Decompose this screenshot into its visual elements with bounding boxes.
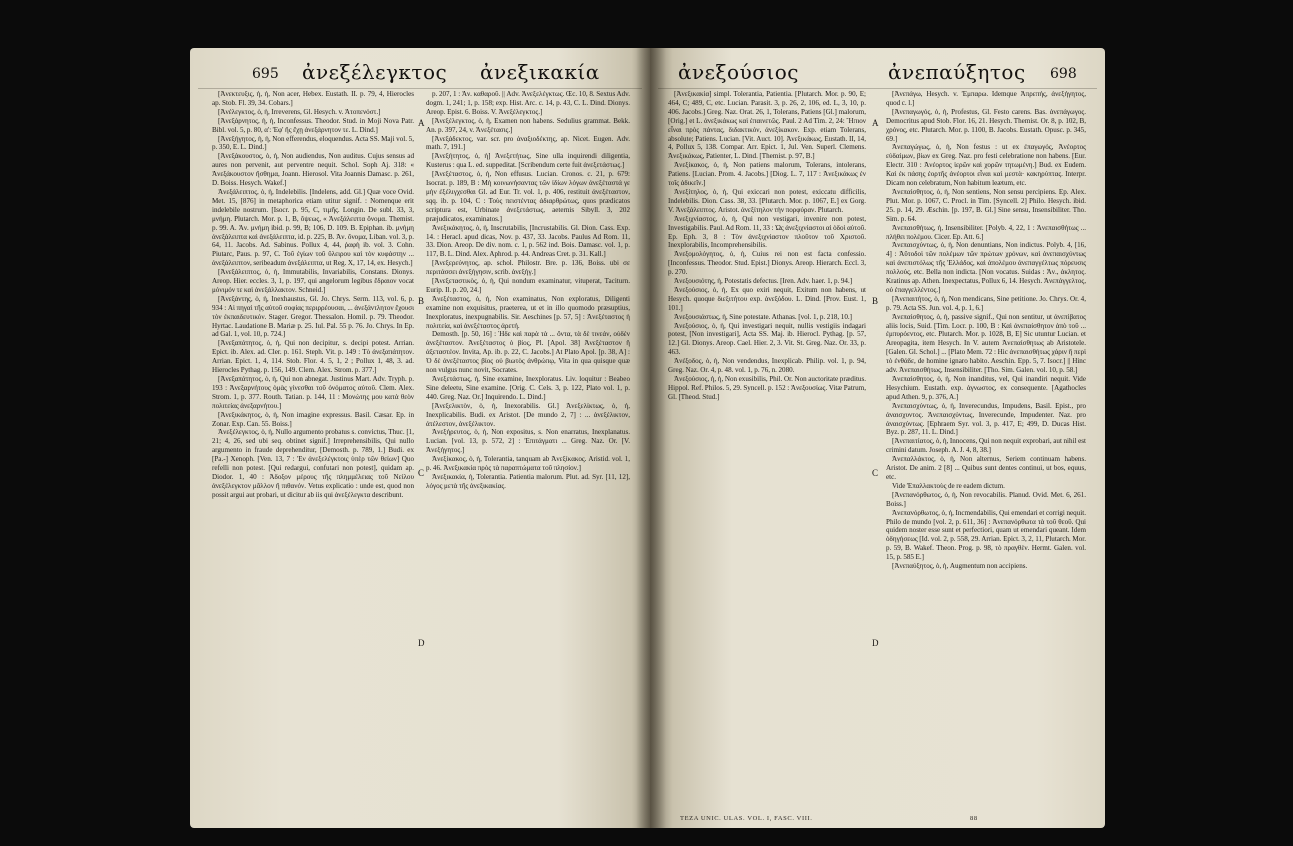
dictionary-entry: Ἀνεξετάστως, ἡ, Sine examine, Inexploratus. Liv. loquitur : Beabeo Sine deleetu, Sine examine. [Orig. C. Cels. 3, p. 122, Plato vol. 1, p. 440. Greg. Naz. Or.] Inquirendo. L. Dind.] (426, 375, 630, 401)
dictionary-entry: [Ἀνεξάλειπτος, ὁ, ἡ, Immutabilis, Invariabilis, Constans. Dionys. Areop. Hier. eccles. 3, 1, p. 197, qui angelorum legibus ἔδραιον vocat μόνιμόν τε καὶ ἀνεξάλλακτον. Schneid.] (212, 268, 414, 294)
dictionary-entry: Ἀνεπανόρθωτος, ὁ, ἡ, Incmendabilis, Qui emendari et corrigi nequit. Philo de mundo [vol. 2, p. 611, 36] : Ἀνεπανόρθωτα τὰ τοῦ θεοῦ. Qui quidem noster esse sunt et perfectiori, quam ut emendari queant. Idem ὁδηγήσεως [Id. vol. 2, p. 558, 29. Arrian. Epict. 3, 2, 11, Plutarch. Mor. p. 59, B. Wakef. Theon. Prog. p. 98, τὸ πραγθὲν. Hermt. Galen. vol. 15, p. 585 E.] (886, 508, 1086, 562)
dictionary-entry: Ἀνεπαισχύντως, ὁ, ἡ, Inverecundus, Impudens, Basil. Epist., pro ἀναισχυντος. Ἀνεπαισχύντως, Inverecunde, Impudenter. Naz. pro ἀναισχύντως. [Ephraem Syr. vol. 3, p. 417, E; 499, D. Ducas Hist. Byz. p. 287, 11. L. Dind.] (886, 401, 1086, 437)
dictionary-entry: Ἀνεξομολόγητος, ὁ, ἡ, Cuius rei non est facta confessio. [Inconfessus. Theodor. Stud. Epist.] Dionys. Areop. Hierarch. Eccl. 3, p. 270. (668, 250, 866, 277)
dictionary-entry: Ἀνεπαγώγως, ὁ, ἡ, Non festus : ut ex ἐπαγωγός, Ἀνέορτος εὐδαίμων, βίων ex Greg. Naz. pro festi celebratione non habens. [Eur. Electr. 310 : Ἀνέορτος ἱερῶν καὶ χορῶν τητωμένη.] Bud. ex Eudem. Καὶ ἐκ πάσης ἑορτῆς ἀνέορτοι εἶναι καὶ μεστὰ· κακηρύπτας. Interpr. Dicam non celebratum, Non habitum leætum, etc. (886, 143, 1086, 188)
left-running-head-right: ἀνεξικακία (480, 60, 600, 84)
right-page (650, 48, 1105, 828)
dictionary-entry: Ἀνεπαίσθητος, ὁ, ἡ, Non sentiens, Non sensu percipiens. Ep. Alex. Plut. Mor. p. 1067, C. Procl. in Tim. [Syncell. 2] Philo. Hesych. ibid. 25. p. 14, 29. Æschin. [p. 197, B. Gl.] Sine sensu, Insensibiliter. Tho. Sim. p. 64. (886, 187, 1086, 223)
dictionary-entry: [Ἀνεπάγω, Hesych. v. Ἐμπαρω. Idemque Ἀπρεπής, ἀνεξήγητος, quod c. l.] (886, 90, 1086, 107)
dictionary-entry: [Ἀνεξέλεγκτος, ὁ, ἡ, Examen non habens. Sedulius grammat. Bekk. An. p. 397, 24, v. Ἀνεξέτασις.] (426, 116, 630, 134)
dictionary-entry: [Ἀνεξάντης, ὁ, ἡ, Inexhaustus, Gl. Jo. Chrys. Serm. 113, vol. 6, p. 934 : Αἱ πηγαὶ τῆς αὐτοῦ σοφίας περιρρέουσαι, ... ἀνεξάντλητον ἔχουσι τὸν ἐκπαιδευτικόν. Stager. Gregor. Thessalon. Homil. p. 79. Theodor. Hyrtac. Laudatione B. Mariæ p. 25. Iul. Pal. 55 p. 76. Jo. Chrys. In Ep. ad Gal. 1, vol. 10, p. 724.] (212, 294, 414, 339)
dictionary-entry: [Ἀνεξάδεκτος, var. scr. pro ἀναξιοδέκτης, ap. Nicet. Eugen. Adv. math. 7, 191.] (426, 134, 630, 152)
dictionary-entry: [Ἀνεξελικτὸν, ὁ, ἡ, Inexorabilis. Gl.] Ἀνεξελίκτως, ὁ, ἡ, Inexplicabilis. Budi. ex Aristot. [De mundo 2, 7] : ... ἀνεξέλικτον, ἀτέλεστον, ἀνεξέλικτον. (426, 401, 630, 428)
dictionary-entry: [Ἀνεξικάκητος, ὁ, ἡ, Non imagine expressus. Basil. Cæsar. Ep. in Zonar. Exp. Can. 55. Boiss.] (212, 410, 414, 428)
dictionary-entry: [Ἀνεξαπάτητος, ὁ, ἡ, Qui non abnegat. Justinus Mart. Adv. Tryph. p. 193 : Ἀνεξαρνήτους ὁμὰς γίνεσθαι τοῦ ὀνόματος αὐτοῦ. Clem. Alex. Strom. 1, p. 377. Routh. Tatian. p. 144, 11 : Μονώτης μου κατὰ θεὸν πολιτείας ἀνεξαρνήτου.] (212, 375, 414, 410)
dictionary-entry: [Ἀνεξήτητος, ὁ, ἡ] Ἀνεξετήτως, Sine ulla inquirendi diligentia, Kusterus : qua L. ed. suppeditat. [Scribendum certe fuit ἀνεξετάστως.] (426, 152, 630, 170)
dictionary-entry: Ἀνεξέταστος, ὁ, ἡ, Non examinatus, Non exploratus, Diligenti examine non exquisitus, praeterea, ut et in illo quomodo præsuptius, Inexploratus, inexpugnabilis. Sir. Aeschines [p. 57, 5] : Ἀνεξέταστος ἡ πολιτεία, καὶ ἀνεξέταστος ἀρετή. (426, 294, 630, 330)
right-running-head-left: ἀνεξούσιος (678, 60, 799, 84)
dictionary-entry: [Ἀνεπαιτήτος, ὁ, ἡ, Non mendicans, Sine petitione. Jo. Chrys. Or. 4, p. 79. Acta SS. Jun. vol. 4, p. 1, 6.] (886, 294, 1086, 312)
dictionary-entry: Ἀνεξούσιος, ὁ, ἡ, Ex quo exiri nequit, Exitum non habens, ut Hesych. quoque διεξιτήτου exp. ἀνεξόδου. L. Dind. [Prov. Eust. 1, 101.] (668, 285, 866, 312)
dictionary-entry: Ἀνεξέλεγκτος, ὁ, ἡ, Nullo argumento probatus s. convictus, Thuc. [1, 21; 4, 26, sed ubi seq. obtinet signif.] Irreprehensibilis, Qui nullo argumento in fraude deprehenditur, [Demosth. p. 789, 1.] Budi. ex [Pa.-] Xenoph. [Ven. 13, 7 : Ἐν ἀνεξελέγκτοις ὑπὲρ τῶν θείων] Quo refelli non potest. [Qui redargui, confutari non potest], quidam ap. Diodor. 1, 40 : Ἀδοξον μέρους τῆς πλημμέλειας τοῦ Νείλου ἀνεξέλεγκτον μᾶλλον ἢ πιθανόν. Vetus explicatio : unde est, quod non possit argui aut probari, ut dicitur ab iis qui ἀνεξέλεγκτα describunt. (212, 428, 414, 499)
dictionary-entry: Ἀνεπαισθήτως, ἡ, Insensibiliter. [Polyb. 4, 22, 1 : Ἀνεπαισθήτως ... πλήθει πολέμου. Cicer. Ep. Att. 6.] (886, 223, 1086, 241)
dictionary-entry: [Ἀνεξερεύνητος, ap. schol. Philostr. Bre. p. 136, Boiss. ubi σε περιτάσσει ἀνεξήγησιν, scrib. ἀνεξήγ.] (426, 259, 630, 277)
dictionary-entry: [Ἀνεξαπάτητος, ὁ, ἡ, Qui non decipitur, s. decipi potest. Arrian. Epict. ib. Alex. ad. Cler. p. 161. Steph. Vit. p. 149 : Τὸ ἀνεξαπάτητον. Arrian. Epict. 1, 4, 114. Stob. Flor. 4. 5, 1, 2 ; Pollux 1, 48, 3. ad. Hierocles Pythag. p. 156, 149. Clem. Alex. Strom. p. 377.] (212, 339, 414, 375)
dictionary-entry: Ἀνεξούσιος, ἡ, ἡ, Non exusibilis, Phil. Or. Non auctoritate præditus. Hippol. Ref. Philos. 5, 29. Syncell. p. 152 : Ἀνεξουσίως. Vitæ Patrum, Gl. [Theod. Stud.] (668, 375, 866, 401)
right-column-1 (668, 90, 866, 402)
dictionary-entry: Ἀνεπαίσθητος, ὁ, ἡ, passive signif., Qui non sentitur, ut ἀνεπίβατος aliis locis, Suid. [Tim. Locr. p. 100, B : Καὶ ἀνεπαίσθητον ἀπὸ τοῦ ... ἐμπυρόεντος, etc. Plutarch. Mor. p. 1028, B, E] Sic utuntur Lucian. et Areopagita, item Hesych. In V. autem Ἀνεπαίσθητως ab Aristotele. [Galen. Gl. Schol.] ... [Plato Mem. 72 : Hic ἀνεπαισθήτως χάριν ἢ περὶ τὸ ἐνθάδε, de homine ignaro habito. Aeschin. Epp. 5, 7. Isocr.] || Hinc adv. Ἀνεπαισθήτως, Insensibiliter. [Tho. Sim. Galen. vol. 10, p. 58.] (886, 312, 1086, 375)
dictionary-entry: [Ἀνέλεγκτος, ὁ, ἡ, Irreverens, Gl. Hesych. v. Ἀτοπενόστ.] (218, 107, 381, 116)
dictionary-entry: Ἀνεξικάκητος, ὁ, ἡ, Inscrutabilis, [Incrustabilis. Gl. Dion. Cass. Exp. 14. : Heracl. apud dicas, Nov. p. 437, 33. Jacobs. Paulus Ad Rom. 11, 33. Dion. Areop. De div. nom. c. 1, p. 562 ind. Bois. Damasc. vol. 1, p. 117, B. L. Dind. Alex. Aphrod. p. 44. Andreas Cret. p. 31. Kall.] (426, 223, 630, 259)
left-margin-letter-c: C (418, 468, 425, 478)
dictionary-entry: [Ἀνεπανόρθωτος, ὁ, ἡ, Non revocabilis. Planud. Ovid. Met. 6, 261. Boiss.] (886, 490, 1086, 508)
dictionary-entry: Ἀνεξιχνίαστος, ὁ, ἡ, Qui non vestigari, invenire non potest, Investigabilis. Paul. Ad Rom. 11, 33 : Ὡς ἀνεξιχνίαστοι αἱ ὁδοὶ αὐτοῦ. Ep. Eph. 3, 8 : Τὸν ἀνεξιχνίαστον πλοῦτον τοῦ Χριστοῦ. Inexplorabilis, Incomprehensibilis. (668, 214, 866, 250)
right-margin-letter-b: B (872, 296, 879, 306)
dictionary-entry: [Ἀνεξήγητος, ἡ, ἡ, Non efferendus, eloquendus. Acta SS. Maji vol. 5, p. 350, E. L. Dind.] (212, 134, 414, 152)
dictionary-entry: Ἀνεξάλειπτος, ὁ, ἡ, Indelebilis. [Indelens, add. Gl.] Quæ voce Ovid. Met. 15, [876] in metaphorica etiam utitur signif. : Nomenque erit indelebile nostrum. [Isocr. p. 95, C, τιμῆς. Longin. De subl. 33, 3, μνήμη. Plutarch. Mor. p. 1, B, ὄψεως, « Ἀνεξάλειπτα ὄνομα. Themist. p. 99. A. Ἀν. μνήμη ibid. p. 99, B; 106, D. 109. B. Epiphan. ib. μνήμη ἀνεξάλειπτα καὶ ἀνεξάλειπτα, id. p. 225, B. Ἀν. ὄνομα, Liban. vol. 3, p. 64, 11. Jacobs. Ad. Sabinus. Pollux 4, 44, ῥαφὴ ib. vol. 3. Cohn. Piutarc, Paus. p. 97, C. Τοῦ ἐγίων τοῦ ὕλειρου καὶ τὸν κυφάστην ... ἀνεξάλειπτον, seribeadum ἀνεξάλειπτα, ut Reg. X, 17, 14, ex. Hesych.] (212, 187, 414, 268)
dictionary-entry: [Ἀνεπαγωγός, ὁ, ἡ, Profestus, Gl. Festo carens. Bas. ἀνεπάγωγος. Democritus apud Stob. Flor. 16, 21. Hesych. Themist. Or. 8, p. 102, B, χρόνος, etc. Plutarch. Mor. p. 1100, B. Jacobs. Eustath. Opusc. p. 345, 69.] (886, 107, 1086, 143)
right-margin-letter-a: A (872, 118, 879, 128)
dictionary-entry: Ἀνεξουσιάστως, ἡ, Sine potestate. Athanas. [vol. 1, p. 218, 10.] (674, 312, 852, 321)
dictionary-entry: [Ἀνεπαιτίατος, ὁ, ἡ, Innocens, Qui non nequit exprobari, aut nihil est crimini datum. Joseph. A. J. 4, 8, 38.] (886, 437, 1086, 455)
dictionary-entry: Ἀνεξικακία, ἡ, Tolerantia. Patientia malorum. Plut. ad. Syr. [11, 12], λόγος μετὰ τῆς ἀνεξικακίας. (426, 472, 630, 490)
right-page-footer: TEZA UNIC. ULAS. VOL. I, FASC. VIII. (680, 815, 813, 822)
left-page (190, 48, 650, 828)
left-column-2 (426, 90, 630, 491)
left-margin-letter-d: D (418, 638, 425, 648)
dictionary-entry: Ἀνεξουσιότης, ἡ, Potestatis defectus. [Iren. Adv. haer. 1, p. 94.] (674, 277, 853, 286)
right-running-head-right: ἀνεπαύξητος (888, 60, 1026, 84)
dictionary-entry: [Ἀνεξάρνητος, ἡ, ἡ, Inconfessus. Theodor. Stud. in Moji Nova Patr. Bibl. vol. 5, p. 80, α': Ἐφ' ἣς ἔχῃ ἀνεξάρνητον τε. L. Dind.] (212, 116, 414, 134)
right-page-number: 698 (1050, 66, 1077, 82)
dictionary-entry: [Ἀνεκτευξις, ἡ, ἡ, Non acer, Hebex. Eustath. II. p. 79, 4, Hierocles ap. Stob. Fl. 39, 34. Cobars.] (212, 90, 414, 107)
dictionary-entry: [Ἀνεπαύξητος, ὁ, ἡ, Augmentum non accipiens. (892, 562, 1028, 571)
dictionary-entry: Ἀνεξίκακος, ὁ, ἡ, Tolerantia, tanquam ab Ἀνεξίκακος. Aristid. vol. 1, p. 46. Ἀνεξικακία πρὸς τὰ παραπτώματα τοῦ πλησίον.] (426, 455, 630, 473)
left-margin-letter-b: B (418, 296, 425, 306)
left-column-1 (212, 90, 414, 500)
dictionary-entry: Ἀνεξίκακος, ὁ, ἡ, Non patiens malorum, Tolerans, intolerans, Patiens. [Lucian. Prom. 4. Jacobs.] [Diog. L. 7, 117 : Ἀνεξικάκως ἐν τοῖς ἀδικεῖν.] (668, 161, 866, 188)
dictionary-entry: [Ἀνεξέταστος, ὁ, ἡ, Non effusus. Lucian. Cronos. c. 21, p. 679: Isocrat. p. 189, B : Μὴ κοινωνήσαντας τῶν ἰδίων λόγων ἀνεξέταστά γε μὴν ἐξέλιγχεσθαι Gl. ad Eur. Tr. vol. 1, p. 406, restituit ἀνεξέταστον, sqq. ib. p. 104, C : Τοὺς πειστέντας ἀδιαρθρώτως, quos prædicatos scriptura est, Urbinate ἀνεξετάστως, aeternis Sibyll. 3, 202 præjudicatos, examinatos.] (426, 170, 630, 223)
left-page-header (190, 60, 650, 86)
right-page-header (650, 60, 1105, 86)
right-margin-letter-d: D (872, 638, 879, 648)
dictionary-entry: Ἀνεξήρευτος, ὁ, ἡ, Non expositus, s. Non enarratus, Inexplanatus. Lucian. [vol. 13, p. 572, 2] : Ἐπιτάγματι ... Greg. Naz. Or. [V. Ἀνεξήγητος.] (426, 428, 630, 455)
right-margin-letter-c: C (872, 468, 879, 478)
dictionary-entry: Ἀνέξοδος, ὁ, ἡ, Non vendendus, Inexplicab. Philip. vol. 1, p. 94, Greg. Naz. Or. 4, p. 48. vol. 1, p. 76, n. 2080. (668, 357, 866, 375)
dictionary-entry: Ἀνεξίτηλος, ὁ, ἡ, Qui exiccari non potest, exiccatu difficilis, Indelebilis. Dion. Cass. 38, 33. [Plutarch. Mor. p. 1067, E.] ex Gorg. V. Ἀνεξάλειπτος. Aristot. ἀνεξίτηλον τὴν πορφύραν. Plutarch. (668, 187, 866, 214)
left-page-number: 695 (252, 66, 279, 82)
dictionary-entry: [Ἀνεξάκουστος, ὁ, ἡ, Non audiendus, Non auditus. Cujus sensus ad aures non pervenit, aut perventre nequit. Schol. Soph Aj. 318: « Ἀνεξάκουστον ἤσθημα, Joann. Hierosol. Vita Joannis Damasc. p. 261, D. Boiss. Hesych. Wakef.] (212, 152, 414, 188)
dictionary-entry: Ἀνεπαλλάκτος, ὁ, ἡ, Non alternus, Seriem continuam habens. Aristot. De anim. 2 [8] ... Quibus sunt dentes continui, ut bos, equus, etc. (886, 455, 1086, 481)
left-running-head-left: ἀνεξέλεγκτος (302, 60, 448, 84)
dictionary-entry: [Ἀνεξεταστικὸς, ὁ, ἡ, Qui nondum examinatur, vituperat, Taciturn. Eurip. Il. p. 20, 24.] (426, 277, 630, 294)
dictionary-entry: [Ἀνεξικακία] simpl. Tolerantia, Patientia. [Plutarch. Mor. p. 90, E; 464, C; 489, C, etc. Lucian. Parasit. 3, p. 26, 2, 106, ed. L, 3, 10, p. 406. Jacobs.] Greg. Naz. Orat. 26, 1, Tolerans, Patiens [Gl.] malorum, [Orig.] et L. ἀνεξικάκως καὶ ἐπαινετῶς. Paul. 2 Ad Tim. 2, 24: Ἤπιον εἶναι πρὸς πάντας, διδακτικόν, ἀνεξίκακον. Exp. etiam Tolerans, absolute; Patiens. Lucian. [Vit. Auct. 10]. Ἀνεξικάκως, Eustath. II, 14, 4, Pollux 5, 138. Compar. Arr. Epict. 1, Jul. Ven. Superl. Clemens. Ἀνεξικάκως, Patienter, L. Dind. [Themist. p. 97, B.] (668, 90, 866, 161)
right-header-rule (658, 88, 1097, 89)
dictionary-entry: Demosth. [p. 50, 16] : Ἡδε καὶ παρὰ τὰ ... ὄντα, τὰ δὲ τινεάν, οὐδὲν ἀνεξέταστον. Ἀνεξέταστος ὁ βίος, Pl. [Apol. 38] Ἀνεξέταστον ἢ ἀξεταστέον. Invita, Ap. ib. p. 22, C. Jacobs.] At Plato Apol. [p. 38, A] : Ὁ δὲ ἀνεξέταστος βίος οὐ βιωτὸς ἀνθρώπῳ, Vita in qua quisque quæ non vulgus nunc novit, Socrates. (426, 330, 630, 375)
dictionary-entry: Vide Ἐπαλλακτοὺς de re eadem dictum. (892, 481, 1005, 490)
left-margin-letter-a: A (418, 118, 425, 128)
dictionary-entry: Ἀνεξούσιος, ὁ, ἡ, Qui investigari nequit, nullis vestigiis indagari potest, [Non investigari], Acta SS. Maj. ib. Hierocl. Pythag. [p. 57, 12.] Gl. Dionys. Areop. Cael. Hier. 2, 3. Vit. St. Greg. Naz. Or. 33, p. 463. (668, 321, 866, 357)
right-page-signature-number: 88 (970, 815, 978, 822)
dictionary-entry: Ἀνεπαίσθητος, ὁ, ἡ, Non inanditus, vel, Qui inandiri nequit. Vide Hesychium. Eustath. exp. ἀγνωστος, ex consequente. [Agathocles apud Athen. 9, p. 376, A.] (886, 375, 1086, 401)
dictionary-entry: Ἀνεπαισχύντως, ὁ, ἡ, Non denuntians, Non indictus. Polyb. 4, [16, 4] : Ἀῦτοδοὶ τῶν πολέμων τῶν πρώτων χρόνων, καὶ ἀνεπαισχύντως καὶ ἀνεπιστόλως τῆς Ἑλλάδος, καὶ ἀπολέμου ἀνεπαγγέλτως πόρευσις πολλούς, etc. Bella non indicta. [Non vocatus. Suidas : Ἀν., ἀκλητος. Kratinus ap. Athen. Inexpectatus, Pollux 6, 14. Hesych. Ἀνεπάγγελτος, οὐ ἐπαγγελλέντος.] (886, 241, 1086, 294)
right-column-2 (886, 90, 1086, 571)
left-header-rule (198, 88, 642, 89)
dictionary-entry: p. 207, 1 : Ἀν. καθαροῦ. || Adv. Ἀνεξελέγκτως. Œc. 10, 8. Sextus Adv. dogm. 1, 241; 1, p. 158; exp. Hist. Arc. c. 14, p. 43, C. L. Dind. Dionys. Areop. Epist. 6. Boiss. V. Ἀνεξέλεγκτος.] (426, 90, 630, 116)
